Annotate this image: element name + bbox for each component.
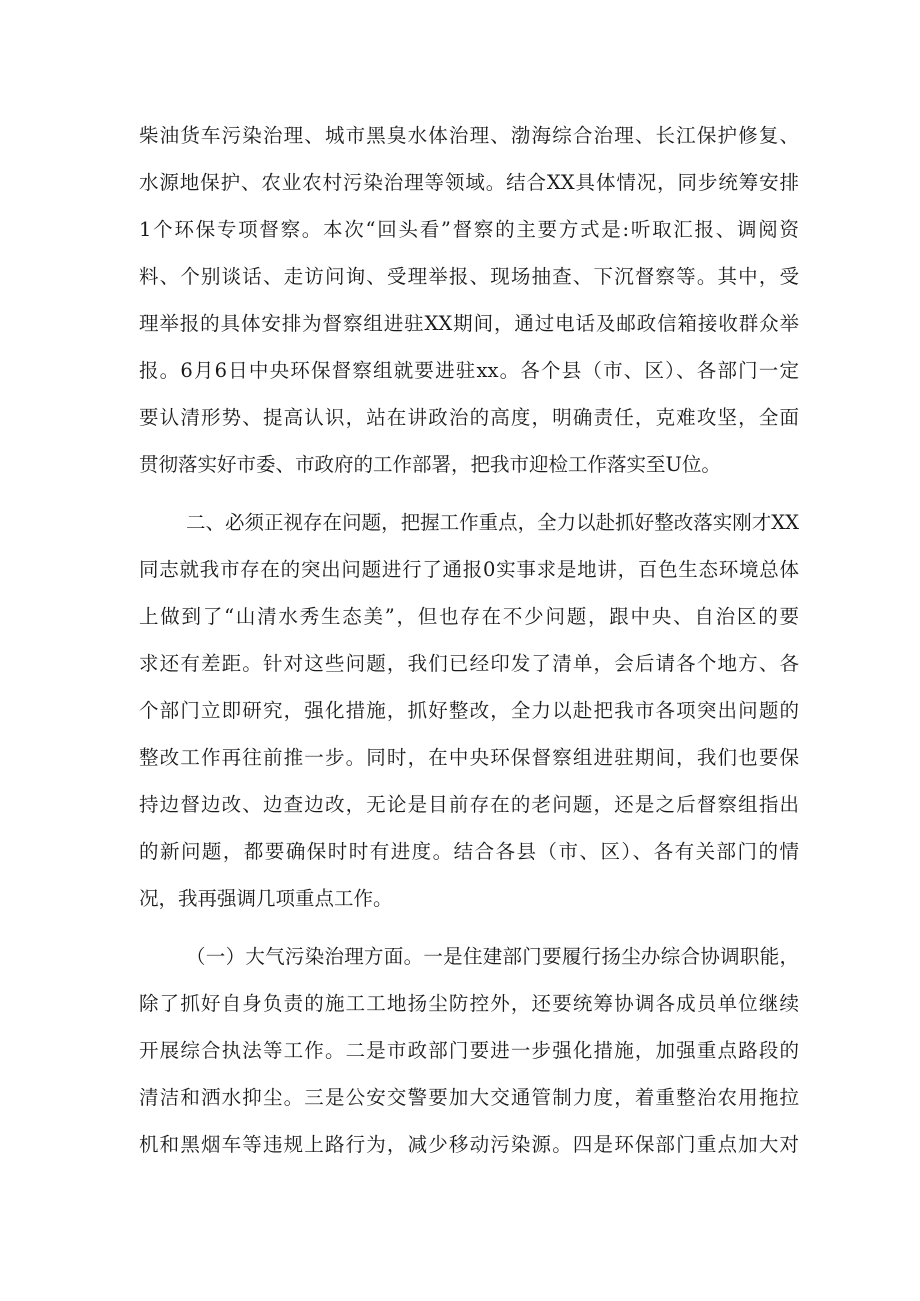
text-line: 个部门立即研究，强化措施，抓好整改，全力以赴把我市各项突出问题的 [139,699,799,722]
text-line: 况，我再强调几项重点工作。 [139,887,393,910]
text-line: 机和黑烟车等违规上路行为，减少移动污染源。四是环保部门重点加大对 [139,1133,799,1156]
paragraph-gap [139,922,799,933]
paragraph-gap [139,488,799,499]
text-line: 理举报的具体安排为督察组进驻XX期间，通过电话及邮政信箱接收群众举 [139,312,799,335]
text-line: 报。6月6日中央环保督察组就要进驻xx。各个县（市、区）、各部门一定 [139,359,799,382]
text-line: 1个环保专项督察。本次“回头看”督察的主要方式是:听取汇报、调阅资 [139,218,799,241]
document-body [139,112,799,1168]
text-line: 开展综合执法等工作。二是市政部门要进一步强化措施，加强重点路段的 [139,1039,799,1062]
text-line: 求还有差距。针对这些问题，我们已经印发了清单，会后请各个地方、各 [139,652,799,675]
text-line: （一）大气污染治理方面。一是住建部门要履行扬尘办综合协调职能， [186,945,799,968]
text-line: 同志就我市存在的突出问题进行了通报0实事求是地讲，百色生态环境总体 [139,558,799,581]
text-line: 整改工作再往前推一步。同时，在中央环保督察组进驻期间，我们也要保 [139,746,799,769]
text-line: 上做到了“山清水秀生态美”，但也存在不少问题，跟中央、自治区的要 [139,605,799,628]
paragraph-1 [139,112,799,488]
paragraph-3 [139,933,799,1168]
text-line: 二、必须正视存在问题，把握工作重点，全力以赴抓好整改落实刚才XX [186,511,799,534]
text-line: 水源地保护、农业农村污染治理等领域。结合XX具体情况，同步统筹安排 [139,171,799,194]
text-line: 贯彻落实好市委、市政府的工作部署，把我市迎检工作落实至U位。 [139,453,721,476]
text-line: 柴油货车污染治理、城市黑臭水体治理、渤海综合治理、长江保护修复、 [139,124,799,147]
text-line: 清洁和洒水抑尘。三是公安交警要加大交通管制力度，着重整治农用拖拉 [139,1086,799,1109]
text-line: 料、个别谈话、走访问询、受理举报、现场抽查、下沉督察等。其中，受 [139,265,799,288]
paragraph-2 [139,499,799,922]
text-line: 持边督边改、边查边改，无论是目前存在的老问题，还是之后督察组指出 [139,793,799,816]
text-line: 除了抓好自身负责的施工工地扬尘防控外，还要统筹协调各成员单位继续 [139,992,799,1015]
text-line: 的新问题，都要确保时时有进度。结合各县（市、区）、各有关部门的情 [139,840,799,863]
text-line: 要认清形势、提高认识，站在讲政治的高度，明确责任，克难攻坚，全面 [139,406,799,429]
